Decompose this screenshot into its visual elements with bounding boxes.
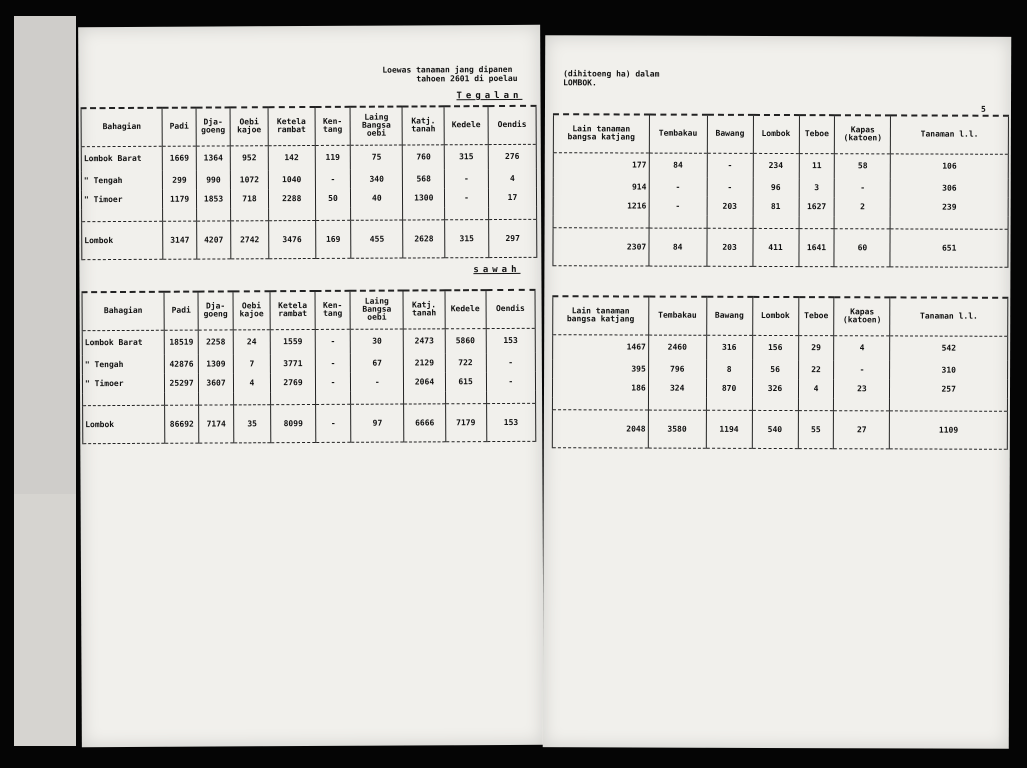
column-header: Lombok [753, 115, 799, 153]
column-header: Teboe [799, 115, 835, 153]
table-cell: 239 [890, 197, 1008, 216]
table-cell: 914 [553, 177, 649, 196]
table-cell: 25297 [165, 374, 199, 393]
table-row [553, 359, 1008, 380]
table-header-row [553, 114, 1008, 154]
spacer-cell [196, 208, 230, 220]
table-cell: 1179 [163, 190, 196, 209]
table-cell: 316 [706, 335, 752, 360]
table-cell: " Tengah [82, 355, 164, 374]
spacer-cell [706, 398, 752, 410]
table-cell: 1040 [268, 170, 315, 189]
table-header-row [553, 296, 1008, 336]
total-cell: 7174 [199, 404, 234, 442]
table-row [81, 188, 536, 209]
table-cell: - [444, 169, 488, 188]
table-cell: - [315, 329, 350, 354]
spacer-cell [707, 216, 753, 228]
column-header: Tembakau [648, 297, 706, 335]
table-cell: 4 [798, 379, 834, 398]
total-cell: 8099 [271, 404, 316, 442]
column-header: Ketela rambat [270, 291, 315, 329]
adjacent-page-edge-lower [14, 494, 76, 746]
spacer-cell [445, 207, 489, 219]
table-cell: 186 [552, 378, 648, 397]
column-header: Kapas (katoen) [834, 297, 890, 335]
table-cell: 4 [834, 335, 890, 360]
total-cell: 4207 [196, 220, 231, 258]
table-cell: 1853 [196, 189, 231, 208]
table-cell: 2 [835, 197, 891, 216]
table-row [81, 144, 536, 171]
column-header: Katj. tanah [402, 106, 444, 144]
total-cell: 6666 [404, 403, 445, 441]
table-cell: 67 [350, 354, 404, 373]
table-cell: 177 [553, 152, 649, 177]
total-cell: 2742 [231, 220, 269, 258]
table-cell: 84 [649, 153, 707, 178]
spacer-cell [798, 398, 834, 410]
spacer-cell [316, 392, 351, 404]
total-cell: 86692 [165, 405, 199, 443]
column-header: Tembakau [649, 115, 707, 153]
table-cell: 234 [753, 153, 799, 178]
table-cell: 306 [891, 178, 1009, 197]
table-cell: - [315, 170, 351, 189]
column-header: Laing Bangsa oebi [350, 107, 402, 145]
table-cell: 870 [706, 379, 752, 398]
total-cell: 3476 [268, 220, 315, 258]
table-cell: 3771 [270, 354, 315, 373]
table-cell: 722 [445, 353, 486, 372]
spacer-cell [234, 392, 271, 404]
table-cell: 718 [231, 189, 269, 208]
table-cell: 81 [753, 197, 799, 216]
table-cell: 796 [648, 360, 706, 379]
column-header: Padi [164, 292, 198, 330]
table-cell: 310 [890, 360, 1008, 379]
table-cell: 3607 [198, 373, 233, 392]
table-cell: 29 [798, 335, 834, 360]
spacer-cell [270, 392, 315, 404]
total-cell: 1194 [706, 410, 752, 448]
column-header: Lain tanaman bangsa katjang [553, 296, 649, 334]
table-header-row [82, 290, 535, 330]
spacer-cell [403, 207, 445, 219]
header-title-line2: tahoen 2601 di poelau [416, 73, 518, 84]
right-page [543, 35, 1011, 749]
sawah-table-right [552, 295, 1009, 449]
table-cell: 40 [351, 189, 403, 208]
table-cell: - [834, 360, 890, 379]
spacer-cell [486, 391, 535, 403]
table-row [553, 196, 1008, 217]
spacer-cell [835, 216, 891, 228]
table-cell: 7 [233, 354, 270, 373]
table-total-row [552, 409, 1007, 449]
table-cell: 5860 [445, 328, 486, 353]
column-header: Bawang [707, 115, 753, 153]
table-cell: 58 [835, 153, 891, 178]
column-header: Ken- tang [315, 291, 350, 329]
spacer-cell [890, 398, 1008, 410]
header-unit-line2: LOMBOK. [563, 78, 597, 88]
table-cell: 4 [488, 169, 536, 188]
table-cell: 2460 [648, 335, 706, 360]
table-row [82, 372, 535, 393]
spacer-cell [351, 208, 403, 220]
total-cell: 60 [834, 228, 890, 266]
total-cell: - [316, 404, 351, 442]
total-cell: 2628 [403, 219, 445, 257]
spacer-cell [445, 391, 486, 403]
table-cell: 3 [799, 178, 835, 197]
table-cell: - [486, 372, 535, 391]
table-row [553, 334, 1008, 361]
table-cell: 299 [163, 171, 196, 190]
total-cell: 315 [445, 219, 489, 257]
spacer-cell [268, 208, 315, 220]
column-header: Dja- goeng [196, 107, 231, 145]
spacer-cell [83, 393, 165, 405]
table-cell: 1669 [163, 146, 197, 171]
total-cell: 297 [489, 219, 537, 257]
table-total-row [82, 219, 537, 259]
table-cell: - [649, 197, 707, 216]
total-cell: 153 [486, 403, 536, 441]
spacer-cell [351, 392, 404, 404]
table-total-row [83, 403, 536, 443]
total-cell: 540 [752, 410, 798, 448]
spacer-cell [489, 207, 537, 219]
column-header: Oendis [488, 106, 536, 144]
column-header: Katj. tanah [403, 290, 444, 328]
table-cell: 276 [488, 144, 536, 169]
spacer-cell [315, 208, 351, 220]
total-cell: 7179 [445, 403, 486, 441]
total-cell: 1109 [890, 410, 1008, 448]
table-cell: 119 [315, 145, 351, 170]
table-cell: 2288 [268, 189, 315, 208]
spacer-cell [231, 208, 269, 220]
table-cell: 542 [890, 335, 1008, 360]
spacer-cell [752, 398, 798, 410]
table-cell: 17 [488, 188, 536, 207]
sawah-table-left [82, 289, 537, 444]
column-header: Bahagian [81, 108, 163, 146]
table-cell: 23 [834, 379, 890, 398]
total-cell: 2307 [553, 227, 649, 265]
spacer-cell [834, 398, 890, 410]
total-cell: 1641 [798, 228, 834, 266]
table-cell: 75 [350, 145, 402, 170]
spacer-cell [890, 216, 1008, 228]
column-header: Tanaman l.l. [891, 115, 1009, 153]
table-cell: 1309 [198, 354, 233, 373]
table-cell: 142 [268, 145, 315, 170]
table-cell: 153 [486, 328, 536, 353]
table-cell: " Timoer [82, 374, 164, 393]
table-cell: 156 [752, 335, 798, 360]
total-cell: 27 [834, 410, 890, 448]
table-cell: 257 [890, 379, 1008, 398]
table-cell: - [707, 153, 753, 178]
total-cell: 651 [890, 228, 1008, 266]
table-cell: " Timoer [81, 190, 162, 209]
column-header: Lain tanaman bangsa katjang [553, 114, 649, 152]
table-cell: - [350, 373, 404, 392]
column-header: Tanaman l.l. [890, 297, 1008, 335]
tegalan-table-right [552, 113, 1009, 267]
total-cell: 2048 [552, 409, 648, 447]
spacer-cell [163, 209, 196, 221]
table-cell: 952 [230, 145, 268, 170]
total-cell: 169 [315, 220, 351, 258]
table-cell: 4 [233, 373, 270, 392]
total-cell: 455 [351, 220, 403, 258]
tegalan-table-left [81, 105, 538, 260]
table-row [553, 177, 1008, 198]
table-cell: Lombok Barat [82, 330, 164, 355]
table-cell: 395 [553, 359, 649, 378]
spacer-cell [404, 391, 445, 403]
table-cell: " Tengah [81, 171, 162, 190]
table-total-row [553, 227, 1008, 267]
table-cell: 568 [403, 169, 445, 188]
column-header: Kedele [445, 290, 486, 328]
spacer-cell [799, 216, 835, 228]
spacer-cell [199, 392, 234, 404]
table-row [82, 328, 535, 355]
total-cell: 97 [351, 404, 405, 442]
table-cell: - [445, 188, 489, 207]
table-cell: 1300 [403, 188, 445, 207]
table-cell: 8 [706, 360, 752, 379]
adjacent-page-edge [14, 16, 76, 494]
spacer-cell [82, 209, 163, 221]
table-cell: 2258 [198, 329, 233, 354]
table-header-row [81, 106, 536, 146]
table-cell: 326 [752, 379, 798, 398]
table-cell: 1364 [196, 145, 231, 170]
table-cell: - [649, 178, 707, 197]
table-cell: 324 [648, 379, 706, 398]
header-title-line1: Loewas tanaman jang dipanen [382, 64, 513, 75]
table-cell: Lombok Barat [81, 146, 163, 171]
column-header: Teboe [798, 297, 834, 335]
spacer-cell [553, 215, 649, 227]
table-cell: 42876 [165, 355, 199, 374]
table-cell: 615 [445, 372, 486, 391]
table-cell: 1627 [799, 197, 835, 216]
table-cell: 2473 [404, 328, 445, 353]
table-cell: 18519 [164, 330, 198, 355]
table-cell: 11 [799, 153, 835, 178]
table-row [553, 152, 1008, 179]
table-cell: - [707, 178, 753, 197]
total-cell: 55 [798, 410, 834, 448]
section-heading-sawah: sawah [473, 264, 521, 276]
column-header: Ken- tang [315, 107, 351, 145]
column-header: Padi [162, 108, 196, 146]
table-cell: 56 [752, 360, 798, 379]
page-number: 5 [980, 104, 986, 114]
column-header: Dja- goeng [198, 291, 233, 329]
column-header: Kedele [444, 106, 488, 144]
column-header: Oendis [486, 290, 536, 328]
total-cell: 411 [753, 228, 799, 266]
table-cell: 50 [315, 189, 351, 208]
table-cell: 315 [444, 144, 488, 169]
total-cell: 203 [707, 228, 753, 266]
header-unit-line1: (dihitoeng ha) dalam [563, 69, 660, 79]
table-row [552, 378, 1007, 399]
section-heading-tegalan: Tegalan [456, 90, 523, 102]
column-header: Kapas (katoen) [835, 115, 891, 153]
table-cell: 2769 [270, 373, 315, 392]
table-cell: - [315, 354, 350, 373]
spacer-cell [753, 216, 799, 228]
total-cell: 84 [649, 228, 707, 266]
table-cell: 2129 [404, 353, 445, 372]
column-header: Laing Bangsa oebi [350, 291, 404, 329]
column-header: Lombok [752, 297, 798, 335]
column-header: Oebi kajoe [233, 291, 270, 329]
spacer-cell [648, 398, 706, 410]
table-cell: 1072 [231, 170, 269, 189]
table-cell: 990 [196, 170, 231, 189]
table-cell: 203 [707, 197, 753, 216]
table-cell: 24 [233, 329, 270, 354]
total-cell: Lombok [83, 405, 165, 443]
table-cell: - [316, 373, 351, 392]
table-cell: 760 [403, 144, 445, 169]
table-cell: 22 [798, 360, 834, 379]
table-cell: 340 [351, 170, 403, 189]
table-cell: 106 [891, 153, 1009, 178]
column-header: Bahagian [82, 292, 164, 330]
table-cell: - [486, 353, 535, 372]
table-row [82, 353, 535, 374]
spacer-cell [165, 393, 199, 405]
total-cell: 3147 [163, 221, 197, 259]
total-cell: 3580 [648, 410, 706, 448]
table-cell: 30 [350, 329, 404, 354]
column-header: Ketela rambat [268, 107, 315, 145]
left-page [78, 25, 544, 747]
column-header: Bawang [706, 297, 752, 335]
total-cell: 35 [234, 404, 271, 442]
table-row [81, 169, 536, 190]
table-cell: 96 [753, 178, 799, 197]
spacer-cell [552, 397, 648, 409]
table-cell: 1467 [553, 334, 649, 359]
table-cell: - [835, 178, 891, 197]
table-cell: 1216 [553, 196, 649, 215]
table-cell: 1559 [270, 329, 315, 354]
table-cell: 2064 [404, 372, 445, 391]
spacer-cell [649, 216, 707, 228]
column-header: Oebi kajoe [230, 107, 268, 145]
total-cell: Lombok [82, 221, 164, 259]
